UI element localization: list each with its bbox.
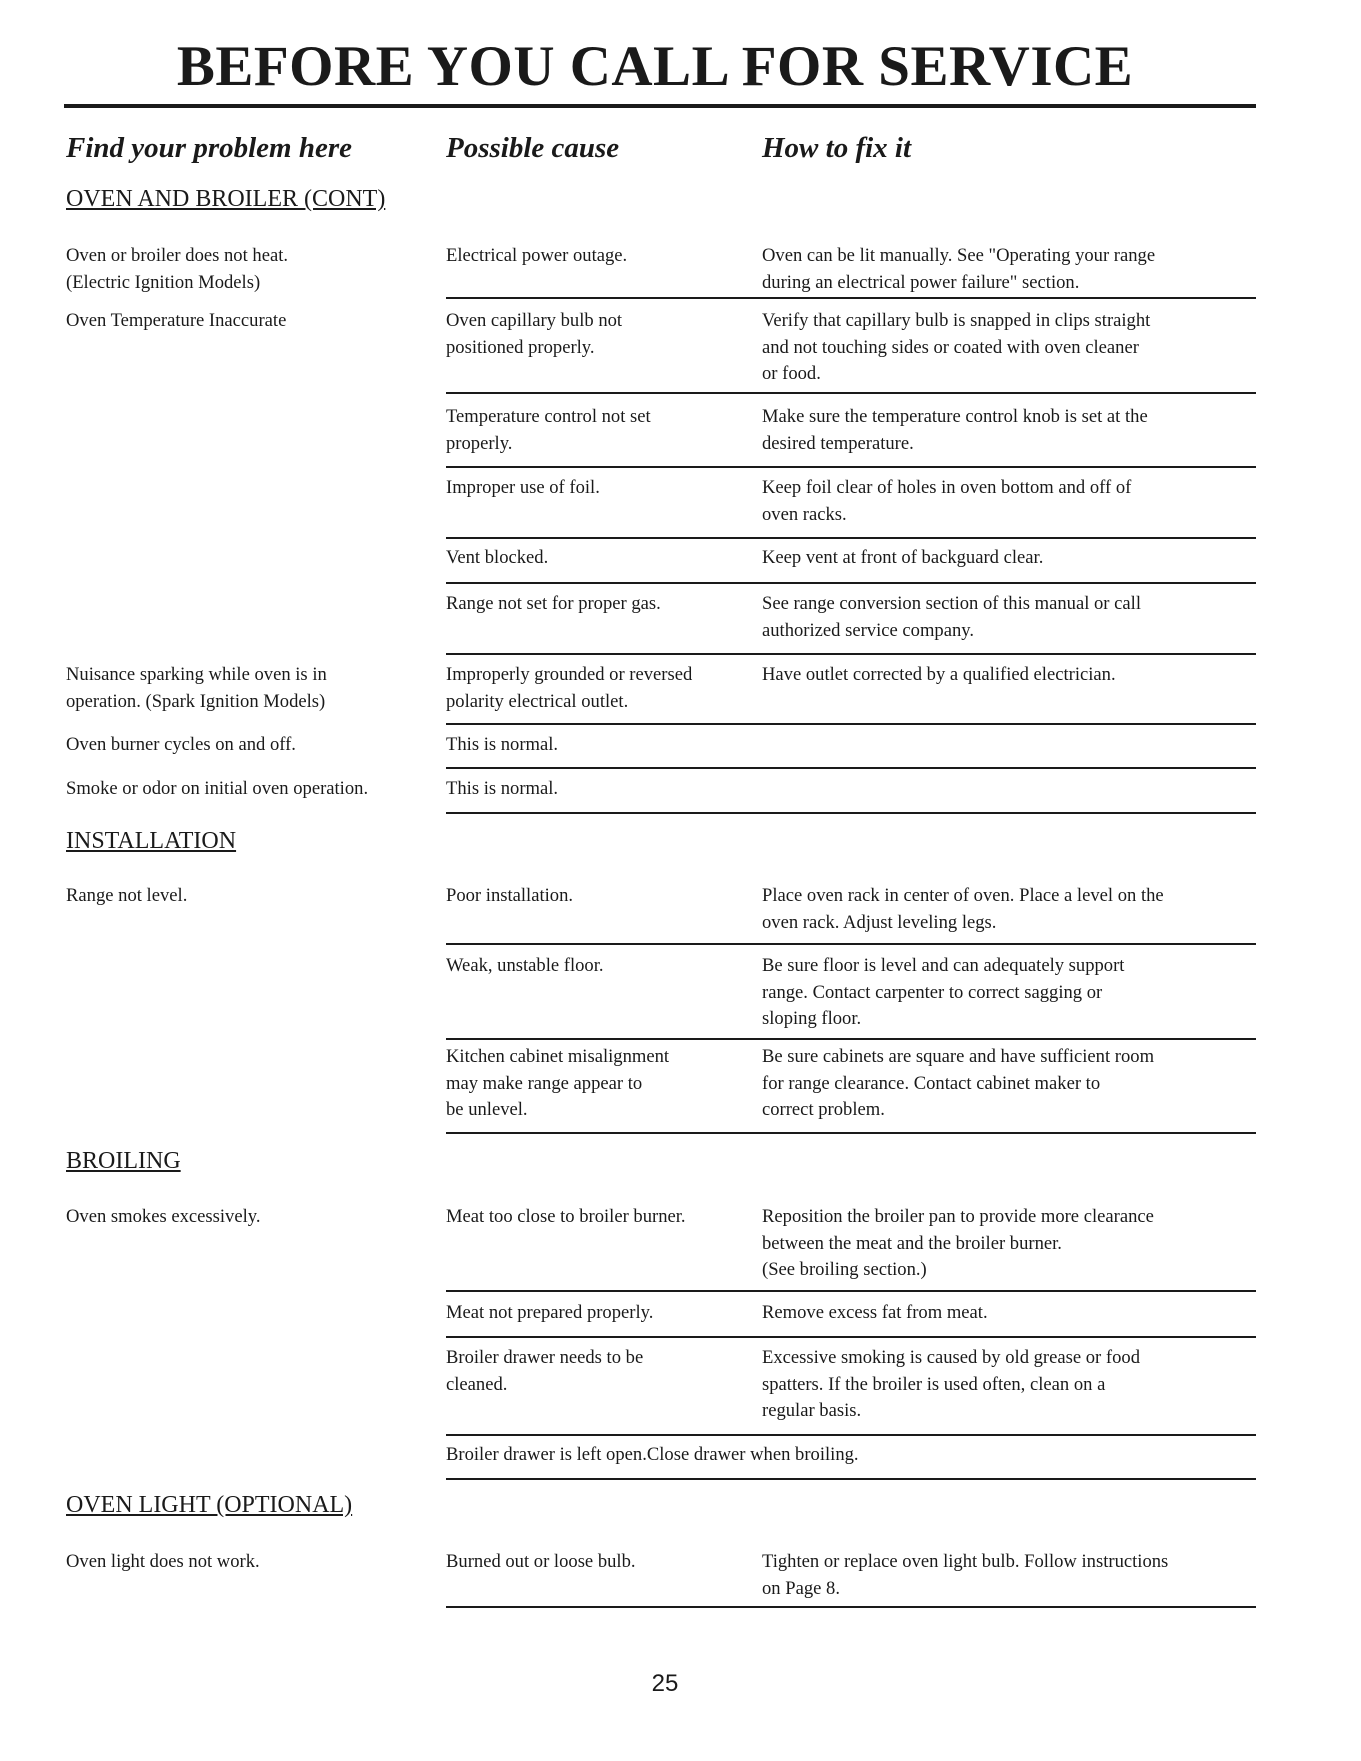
problem-item: Smoke or odor on initial oven operation. [66, 778, 369, 799]
cause-cell: Broiler drawer needs to be cleaned. [446, 1347, 644, 1395]
cause-cell: Poor installation. [446, 885, 574, 906]
fix-cell: Excessive smoking is caused by old grease or food spatters. If the broiler is used often, clean on a regular basis. [762, 1347, 1140, 1421]
fix-cell: Remove excess fat from meat. [762, 1302, 988, 1323]
row-divider [446, 1038, 1256, 1040]
fix-cell: Verify that capillary bulb is snapped in clips straight and not touching sides or coated with oven cleaner or food. [762, 310, 1151, 384]
title-divider [64, 104, 1256, 108]
cause-cell: Weak, unstable floor. [446, 955, 604, 976]
problem-item: Range not level. [66, 885, 188, 906]
problem-item: Oven or broiler does not heat. (Electric Ignition Models) [66, 245, 289, 293]
row-divider [446, 1132, 1256, 1134]
row-divider [446, 466, 1256, 468]
cause-cell: Oven capillary bulb not positioned properly. [446, 310, 623, 358]
fix-cell: Tighten or replace oven light bulb. Follow instructions on Page 8. [762, 1551, 1169, 1599]
fix-cell: Keep vent at front of backguard clear. [762, 547, 1044, 568]
row-divider [446, 582, 1256, 584]
cause-cell: Meat too close to broiler burner. [446, 1206, 686, 1227]
section-heading-oven-broiler: OVEN AND BROILER (CONT) [66, 186, 386, 212]
row-divider [446, 1606, 1256, 1608]
row-divider [446, 723, 1256, 725]
cause-cell: Vent blocked. [446, 547, 549, 568]
row-divider [446, 767, 1256, 769]
column-header-cause: Possible cause [446, 132, 620, 164]
section-heading-installation: INSTALLATION [66, 828, 237, 854]
section-heading-oven-light: OVEN LIGHT (OPTIONAL) [66, 1492, 353, 1518]
fix-cell: Be sure cabinets are square and have sufficient room for range clearance. Contact cabinet maker to correct problem. [762, 1046, 1155, 1120]
cause-cell: Temperature control not set properly. [446, 406, 651, 454]
row-divider [446, 653, 1256, 655]
fix-cell: Have outlet corrected by a qualified electrician. [762, 664, 1116, 685]
fix-cell: Oven can be lit manually. See "Operating your range during an electrical power failure" section. [762, 245, 1156, 293]
fix-cell: Place oven rack in center of oven. Place a level on the oven rack. Adjust leveling legs. [762, 885, 1164, 933]
row-divider [446, 1434, 1256, 1436]
cause-cell: Burned out or loose bulb. [446, 1551, 636, 1572]
row-divider [446, 812, 1256, 814]
fix-cell: See range conversion section of this manual or call authorized service company. [762, 593, 1141, 641]
problem-item: Oven smokes excessively. [66, 1206, 261, 1227]
row-divider [446, 392, 1256, 394]
row-divider [446, 1290, 1256, 1292]
page-number: 25 [651, 1670, 679, 1697]
cause-cell: Electrical power outage. [446, 245, 628, 266]
row-divider [446, 1478, 1256, 1480]
cause-cell: Range not set for proper gas. [446, 593, 661, 614]
cause-cell: Broiler drawer is left open.Close drawer when broiling. [446, 1444, 859, 1465]
row-divider [446, 297, 1256, 299]
page-title: BEFORE YOU CALL FOR SERVICE [176, 35, 1134, 98]
row-divider [446, 1336, 1256, 1338]
row-divider [446, 537, 1256, 539]
cause-cell: Meat not prepared properly. [446, 1302, 654, 1323]
row-divider [446, 943, 1256, 945]
problem-item: Oven Temperature Inaccurate [66, 310, 287, 331]
fix-cell: Be sure floor is level and can adequately support range. Contact carpenter to correct sagging or sloping floor. [762, 955, 1125, 1029]
section-heading-broiling: BROILING [66, 1148, 181, 1174]
column-header-problem: Find your problem here [66, 132, 352, 164]
problem-item: Oven burner cycles on and off. [66, 734, 296, 755]
column-header-fix: How to fix it [762, 132, 912, 164]
fix-cell: Make sure the temperature control knob is set at the desired temperature. [762, 406, 1148, 454]
cause-cell: This is normal. [446, 778, 559, 799]
problem-item: Nuisance sparking while oven is in operation. (Spark Ignition Models) [66, 664, 327, 712]
cause-cell: Improperly grounded or reversed polarity electrical outlet. [446, 664, 693, 712]
cause-cell: Improper use of foil. [446, 477, 600, 498]
cause-cell: This is normal. [446, 734, 559, 755]
problem-item: Oven light does not work. [66, 1551, 260, 1572]
fix-cell: Reposition the broiler pan to provide more clearance between the meat and the broiler burner. (See broiling section.) [762, 1206, 1154, 1280]
fix-cell: Keep foil clear of holes in oven bottom and off of oven racks. [762, 477, 1132, 525]
cause-cell: Kitchen cabinet misalignment may make range appear to be unlevel. [446, 1046, 670, 1120]
